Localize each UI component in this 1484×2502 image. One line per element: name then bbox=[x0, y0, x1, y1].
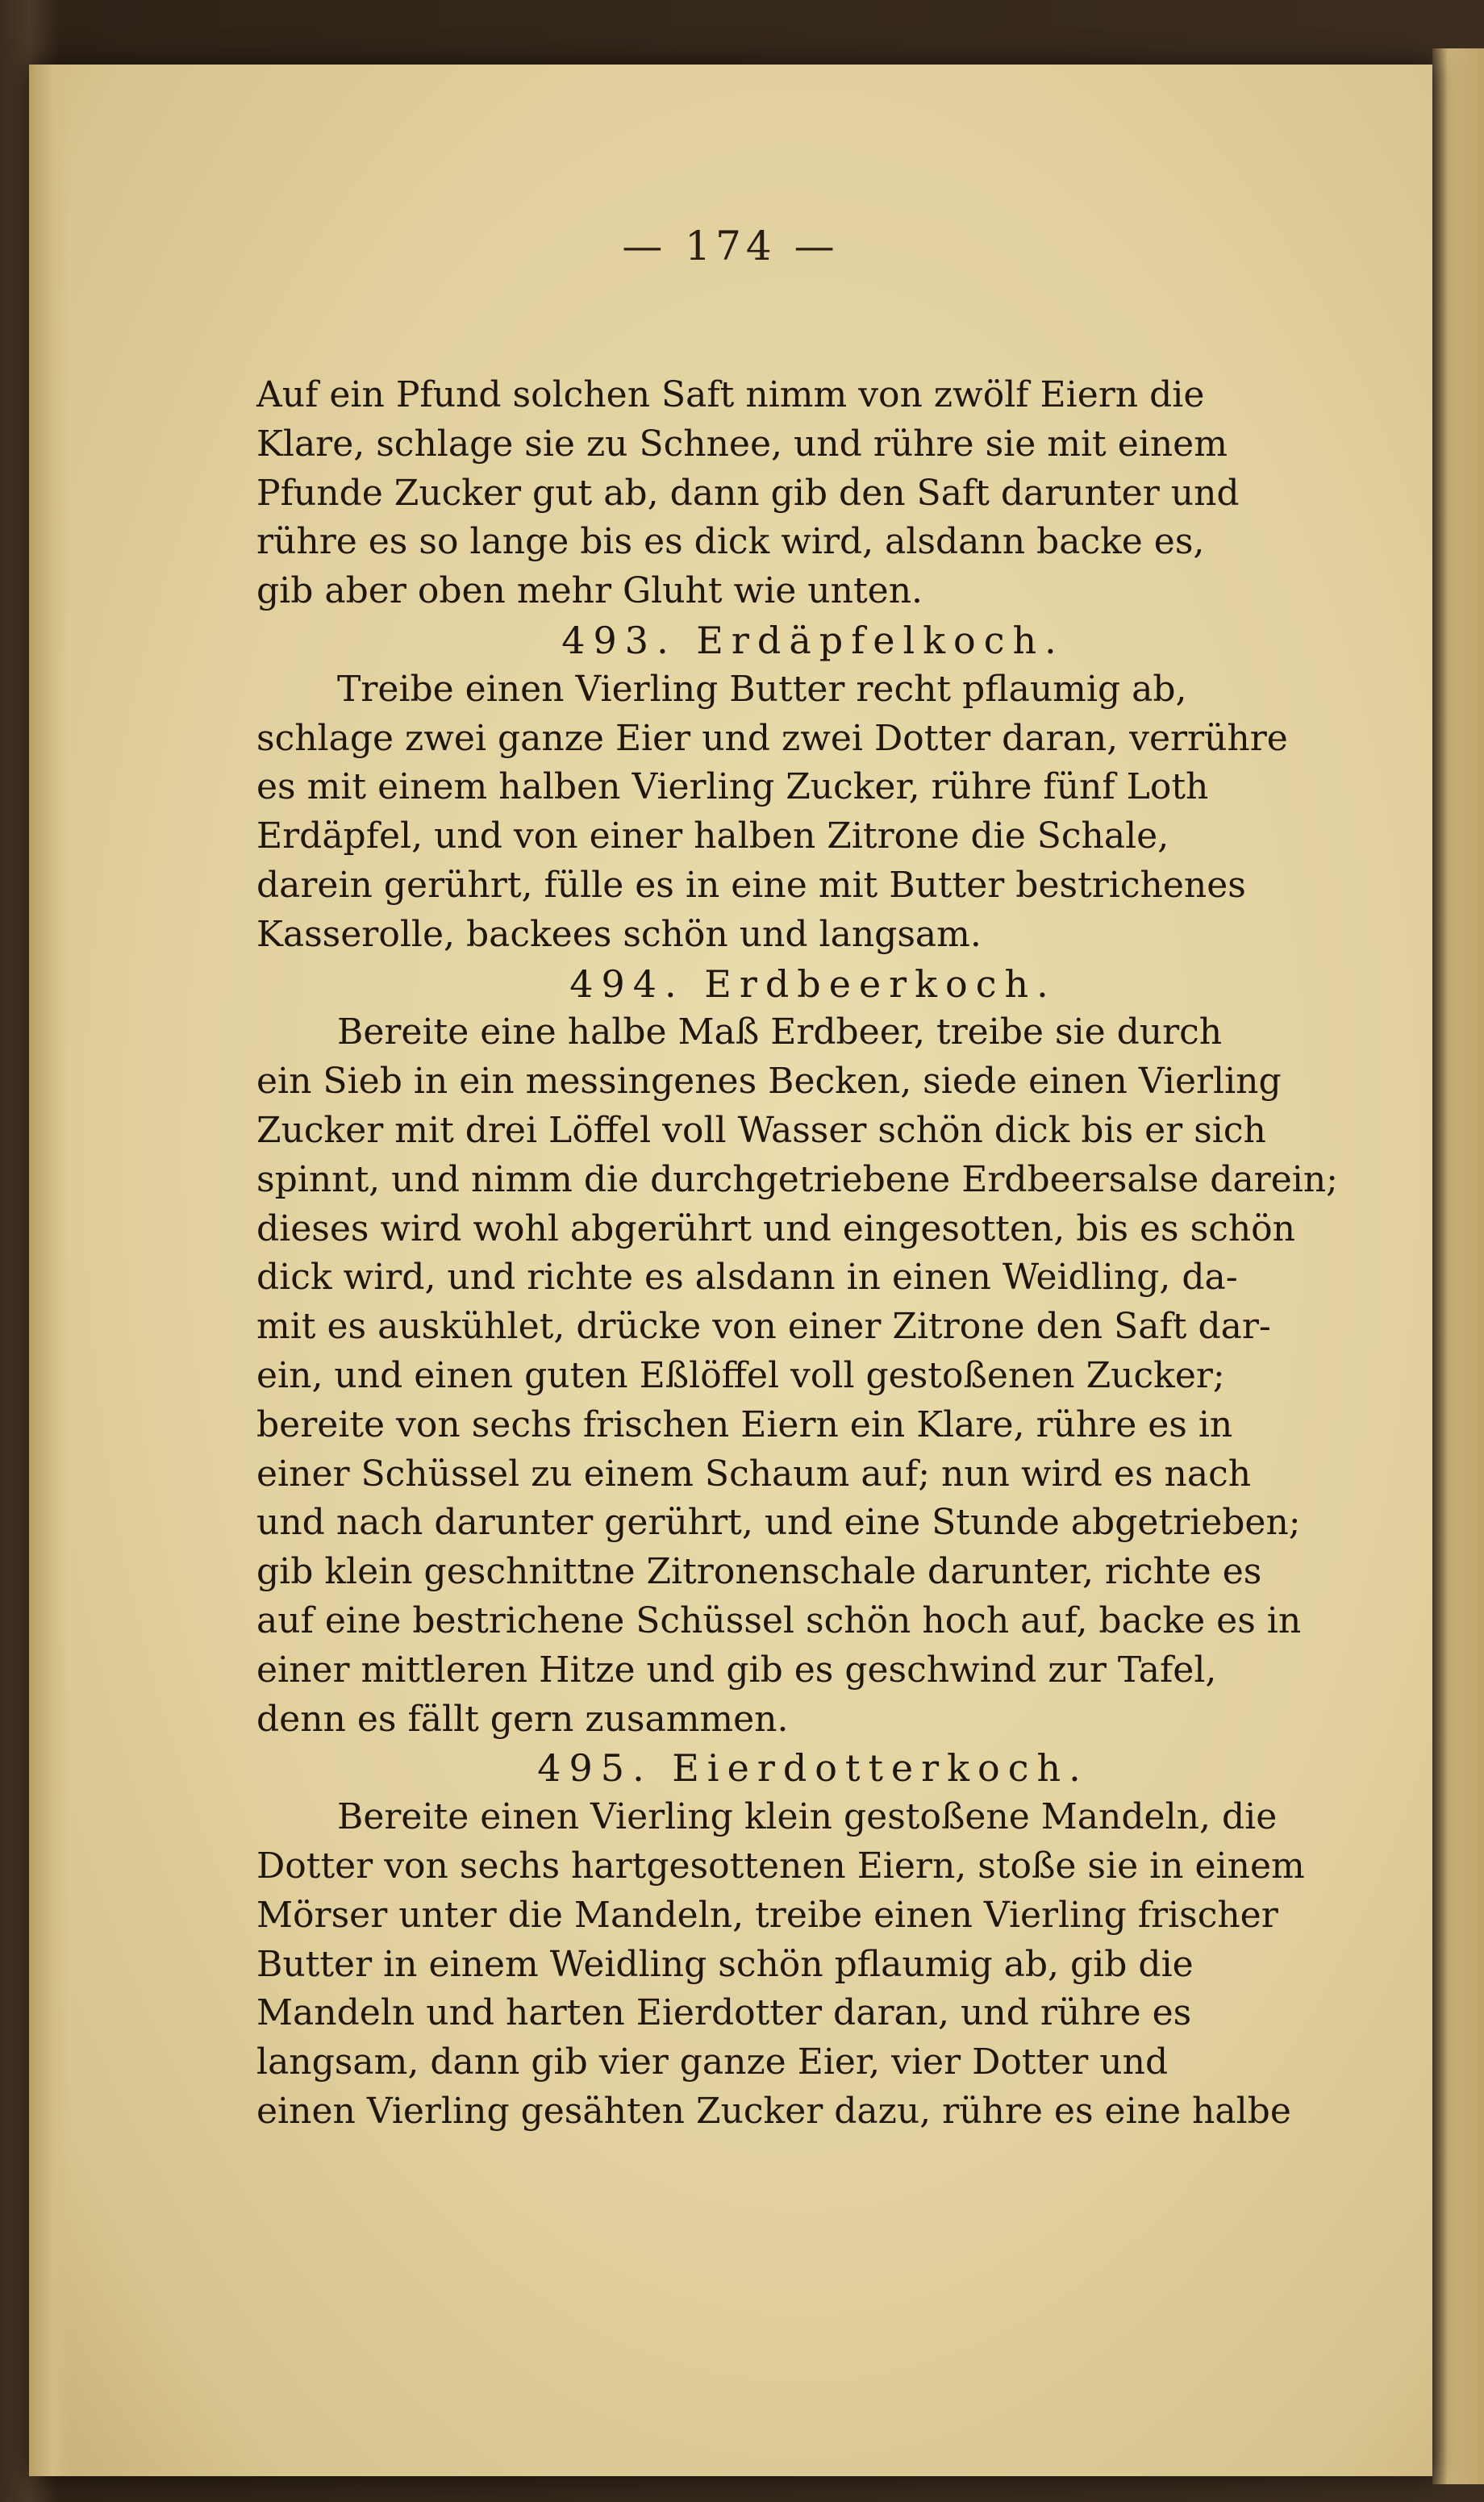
text-line: ein, und einen guten Eßlöffel voll gestoßenen Zucker; bbox=[256, 1354, 1225, 1396]
text-line: Mandeln und harten Eierdotter daran, und rühre es bbox=[256, 1992, 1192, 2034]
text-line: Pfunde Zucker gut ab, dann gib den Saft darunter und bbox=[256, 472, 1240, 514]
recipe-heading-493: 493. Erdäpfelkoch. bbox=[561, 618, 1065, 662]
text-line: es mit einem halben Vierling Zucker, rühre fünf Loth bbox=[256, 766, 1209, 808]
text-line: einer Schüssel zu einem Schaum auf; nun wird es nach bbox=[256, 1453, 1252, 1495]
text-line: Erdäpfel, und von einer halben Zitrone die Schale, bbox=[256, 815, 1169, 857]
text-line: langsam, dann gib vier ganze Eier, vier Dotter und bbox=[256, 2041, 1169, 2083]
text-line: denn es fällt gern zusammen. bbox=[256, 1698, 789, 1740]
paragraph-493 bbox=[256, 665, 1369, 960]
text-line: dick wird, und richte es alsdann in einen Weidling, da- bbox=[256, 1257, 1238, 1299]
text-line: Kasserolle, backees schön und langsam. bbox=[256, 913, 982, 955]
text-line: rühre es so lange bis es dick wird, alsdann backe es, bbox=[256, 521, 1205, 563]
text-line: auf eine bestrichene Schüssel schön hoch auf, backe es in bbox=[256, 1599, 1302, 1641]
text-line: einer mittleren Hitze und gib es geschwind zur Tafel, bbox=[256, 1649, 1217, 1691]
page-gutter-shadow bbox=[29, 65, 69, 2476]
book-page bbox=[29, 65, 1432, 2476]
text-line: Zucker mit drei Löffel voll Wasser schön dick bis er sich bbox=[256, 1109, 1266, 1151]
text-line: Dotter von sechs hartgesottenen Eiern, stoße sie in einem bbox=[256, 1845, 1305, 1887]
text-line: Klare, schlage sie zu Schnee, und rühre sie mit einem bbox=[256, 423, 1228, 465]
text-line: Treibe einen Vierling Butter recht pflaumig ab, bbox=[337, 668, 1187, 710]
paragraph-intro bbox=[256, 371, 1369, 616]
text-line: dieses wird wohl abgerührt und eingesotten, bis es schön bbox=[256, 1207, 1296, 1249]
text-line: Bereite eine halbe Maß Erdbeer, treibe sie durch bbox=[337, 1011, 1223, 1053]
text-line: gib aber oben mehr Gluht wie unten. bbox=[256, 570, 923, 612]
text-line: Bereite einen Vierling klein gestoßene Mandeln, die bbox=[337, 1796, 1278, 1838]
text-line: bereite von sechs frischen Eiern ein Klare, rühre es in bbox=[256, 1403, 1233, 1445]
page-body bbox=[256, 371, 1369, 2137]
text-line: und nach darunter gerührt, und eine Stunde abgetrieben; bbox=[256, 1502, 1301, 1544]
text-line: darein gerührt, fülle es in eine mit Butter bestrichenes bbox=[256, 864, 1246, 906]
text-line: mit es auskühlet, drücke von einer Zitrone den Saft dar- bbox=[256, 1306, 1271, 1348]
recipe-heading-494: 494. Erdbeerkoch. bbox=[569, 961, 1057, 1006]
text-line: einen Vierling gesähten Zucker dazu, rühre es eine halbe bbox=[256, 2090, 1291, 2132]
text-line: schlage zwei ganze Eier und zwei Dotter daran, verrühre bbox=[256, 717, 1288, 759]
text-line: Mörser unter die Mandeln, treibe einen Vierling frischer bbox=[256, 1894, 1278, 1936]
text-line: spinnt, und nimm die durchgetriebene Erdbeersalse darein; bbox=[256, 1158, 1338, 1200]
text-line: Butter in einem Weidling schön pflaumig ab, gib die bbox=[256, 1943, 1194, 1985]
text-line: gib klein geschnittne Zitronenschale darunter, richte es bbox=[256, 1551, 1262, 1593]
next-page-edge bbox=[1432, 48, 1484, 2484]
paragraph-495 bbox=[256, 1793, 1369, 2137]
paragraph-494 bbox=[256, 1008, 1369, 1744]
text-line: ein Sieb in ein messingenes Becken, siede einen Vierling bbox=[256, 1061, 1282, 1103]
recipe-heading-495: 495. Eierdotterkoch. bbox=[537, 1746, 1089, 1791]
text-line: Auf ein Pfund solchen Saft nimm von zwölf Eiern die bbox=[256, 374, 1205, 415]
page-number: — 174 — bbox=[622, 223, 840, 269]
